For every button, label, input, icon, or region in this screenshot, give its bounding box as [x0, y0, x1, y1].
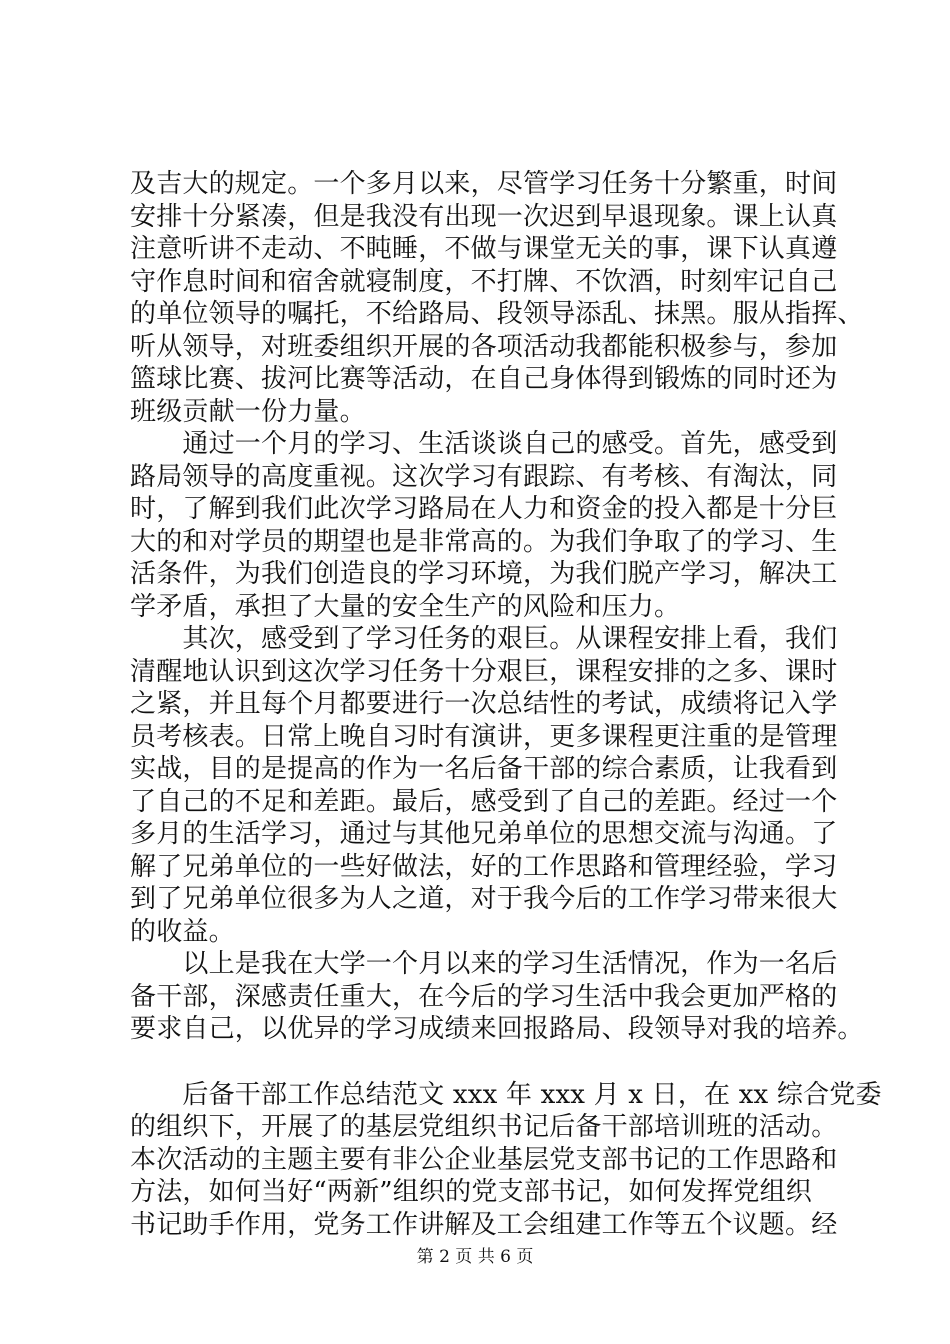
text-line: 员考核表。日常上晚自习时有演讲，更多课程更注重的是管理	[130, 721, 838, 752]
text-line: 通过一个月的学习、生活谈谈自己的感受。首先，感受到	[130, 429, 838, 459]
text-line: 的组织下，开展了的基层党组织书记后备干部培训班的活动。	[130, 1112, 838, 1142]
text-line: 的收益。	[130, 916, 235, 947]
text-line: 清醒地认识到这次学习任务十分艰巨，课程安排的之多、课时	[130, 656, 838, 687]
text-line: 的单位领导的嘱托，不给路局、段领导添乱、抹黑。服从指挥、	[130, 299, 864, 329]
text-line: 本次活动的主题主要有非公企业基层党支部书记的工作思路和	[130, 1144, 838, 1175]
text-line: 以上是我在大学一个月以来的学习生活情况，作为一名后	[130, 949, 838, 979]
text-line: 到了兄弟单位很多为人之道，对于我今后的工作学习带来很大	[130, 884, 838, 914]
text-line: 要求自己，以优异的学习成绩来回报路局、段领导对我的培养。	[130, 1014, 864, 1044]
text-line: 及吉大的规定。一个多月以来，尽管学习任务十分繁重，时间	[130, 169, 838, 199]
text-line: 班级贡献一份力量。	[130, 396, 366, 427]
text-line: 多月的生活学习，通过与其他兄弟单位的思想交流与沟通。了	[130, 819, 838, 849]
text-line: 路局领导的高度重视。这次学习有跟踪、有考核、有淘汰，同	[130, 461, 838, 492]
text-line: 注意听讲不走动、不盹睡，不做与课堂无关的事，课下认真遵	[130, 234, 838, 264]
text-line: 其次，感受到了学习任务的艰巨。从课程安排上看，我们	[130, 624, 838, 654]
text-line: 活条件，为我们创造良的学习环境，为我们脱产学习，解决工	[130, 559, 838, 589]
text-line: 听从领导，对班委组织开展的各项活动我都能积极参与，参加	[130, 331, 838, 362]
text-line: 方法，如何当好“两新”组织的党支部书记，如何发挥党组织	[130, 1177, 812, 1207]
paragraph-gap	[130, 1046, 830, 1079]
text-line: 大的和对学员的期望也是非常高的。为我们争取了的学习、生	[130, 526, 838, 557]
text-line: 学矛盾，承担了大量的安全生产的风险和压力。	[130, 591, 681, 622]
page-number-footer: 第 2 页 共 6 页	[416, 1247, 534, 1267]
text-line: 之紧，并且每个月都要进行一次总结性的考试，成绩将记入学	[130, 689, 838, 719]
text-line: 后备干部工作总结范文 xxx 年 xxx 月 x 日，在 xx 综合党委	[130, 1079, 882, 1110]
text-line: 解了兄弟单位的一些好做法，好的工作思路和管理经验，学习	[130, 851, 838, 882]
text-line: 篮球比赛、拔河比赛等活动，在自己身体得到锻炼的同时还为	[130, 364, 838, 394]
text-line: 实战，目的是提高的作为一名后备干部的综合素质，让我看到	[130, 754, 838, 784]
text-line: 书记助手作用，党务工作讲解及工会组建工作等五个议题。经	[130, 1209, 838, 1240]
text-line: 安排十分紧凑，但是我没有出现一次迟到早退现象。课上认真	[130, 201, 838, 232]
text-line: 了自己的不足和差距。最后，感受到了自己的差距。经过一个	[130, 786, 838, 817]
text-line: 备干部，深感责任重大，在今后的学习生活中我会更加严格的	[130, 981, 838, 1012]
text-line: 守作息时间和宿舍就寝制度，不打牌、不饮酒，时刻牢记自己	[130, 266, 838, 297]
text-line: 时，了解到我们此次学习路局在人力和资金的投入都是十分巨	[130, 494, 838, 524]
document-body	[130, 168, 882, 1241]
